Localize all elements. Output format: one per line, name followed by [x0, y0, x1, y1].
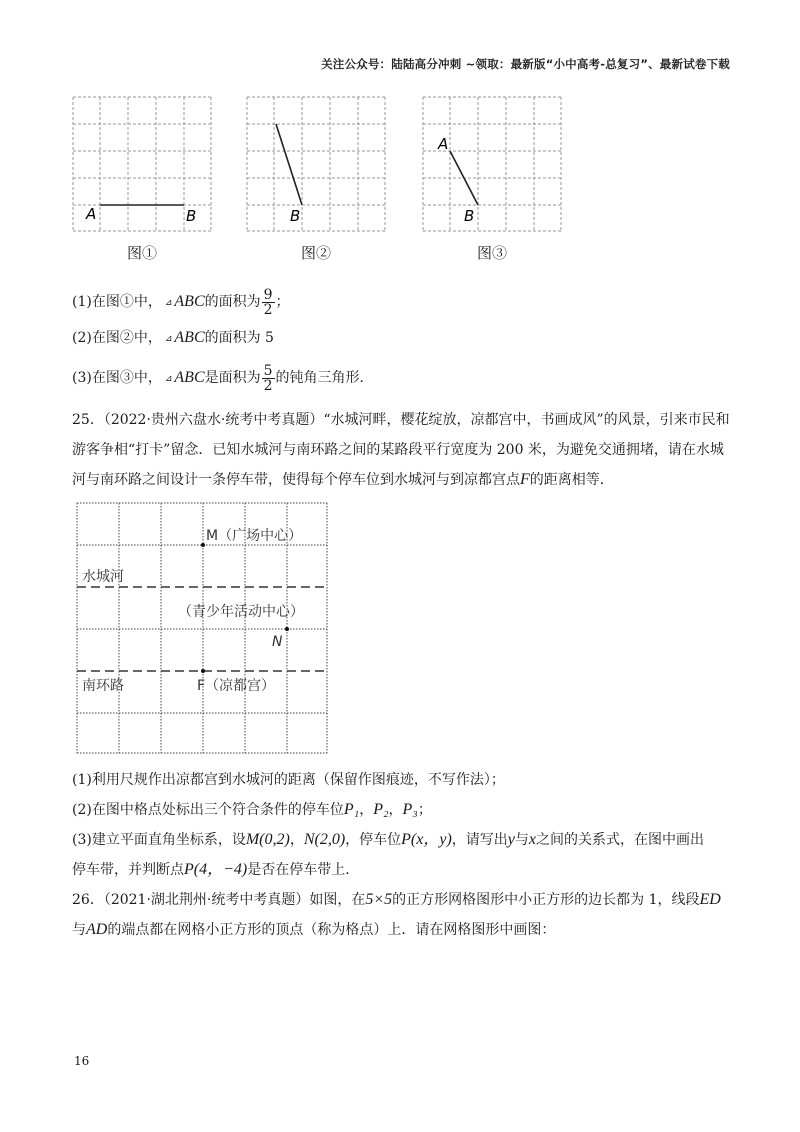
grid-figure-2: [246, 96, 386, 232]
label-m: M（广场中心）: [206, 528, 303, 544]
point-f: [201, 669, 205, 673]
label-a: A: [86, 205, 97, 223]
caption-fig1: 图①: [126, 244, 157, 262]
label-b: B: [290, 207, 301, 225]
answer-2: (2)在图②中， ⊿ ABC的面积为 5: [72, 329, 274, 346]
q25-sub3-line2: 停车带，并判断点P(4，−4)是否在停车带上．: [72, 861, 360, 878]
q25-sub2: (2)在图中格点处标出三个符合条件的停车位P₁，P₂，P₃；: [72, 801, 432, 818]
point-m: [201, 543, 205, 547]
q25-sub3: (3)建立平面直角坐标系，设M(0,2)，N(2,0)，停车位P(x，y)，请写出y与x之间的关系式，在图中画出: [72, 831, 705, 848]
label-river: 水城河: [82, 569, 124, 585]
question-25: 25．（2022·贵州六盘水·统考中考真题）“水城河畔，樱花绽放，凉都宫中，书画成风”的风景，引来市民和游客争相“打卡”留念．已知水城河与南环路之间的某路段平行宽度为 200 米，为避免交通拥堵，请在水城河与南环路之间设计一条停车带，使得每个停车位到水城河与到凉都宫点F的距离相等．: [72, 412, 730, 488]
caption-fig3: 图③: [476, 244, 507, 262]
label-youth: （青少年活动中心）: [178, 604, 304, 620]
label-road: 南环路: [82, 678, 124, 694]
label-a: A: [438, 135, 449, 153]
answer-1: (1)在图①中， ⊿ ABC的面积为 $\frac{9}{2}$ ；: [72, 286, 290, 318]
question-26-line2: 与AD的端点都在网格小正方形的顶点（称为格点）上．请在网格图形中画图：: [72, 921, 556, 938]
label-f: F（凉都宫）: [197, 678, 276, 694]
label-b: B: [464, 207, 475, 225]
grid-figure-3: [422, 96, 562, 232]
label-n: N: [272, 634, 283, 650]
q25-sub1: (1)利用尺规作出凉都宫到水城河的距离（保留作图痕迹，不写作法）；: [72, 772, 505, 788]
grid-figure-1: [72, 96, 212, 232]
page-number: 16: [74, 1054, 90, 1068]
map-grid: [76, 502, 328, 754]
page-header: 关注公众号：陆陆高分冲刺 ~领取：最新版“小中高考-总复习”、最新试卷下载: [321, 57, 730, 71]
question-26: 26．（2021·湖北荆州·统考中考真题）如图，在5×5的正方形网格图形中小正方形的边长都为 1，线段ED: [72, 891, 721, 908]
label-b: B: [186, 207, 197, 225]
caption-fig2: 图②: [300, 244, 331, 262]
point-n: [285, 627, 289, 631]
answer-3: (3)在图③中， ⊿ ABC是面积为 $\frac{5}{2}$ 的钝角三角形．: [72, 362, 374, 394]
segment-b: [276, 124, 302, 205]
